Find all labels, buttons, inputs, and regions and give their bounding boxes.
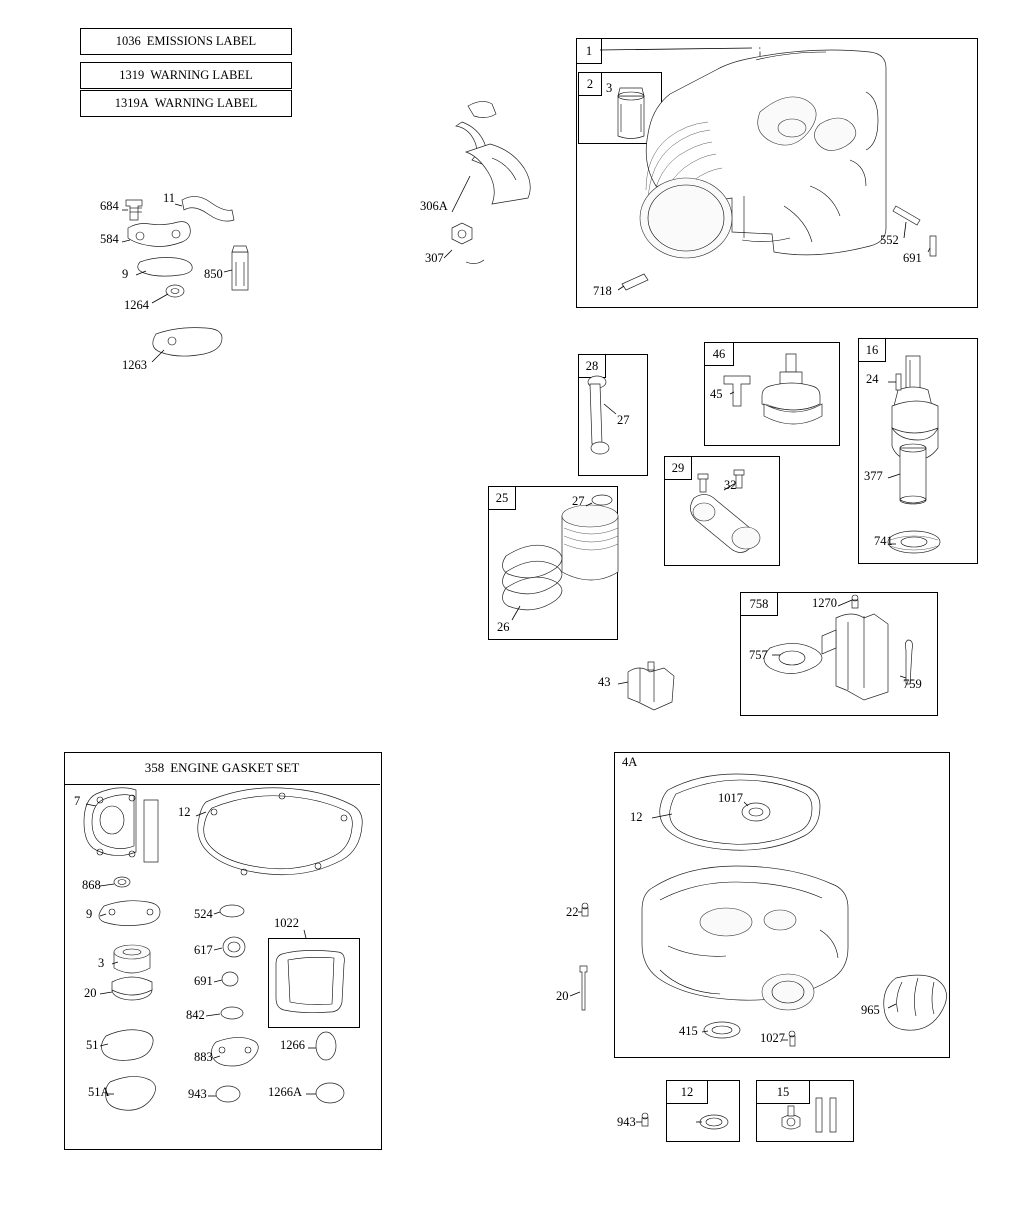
callout-27-pushrod: 27 (617, 413, 630, 427)
callout-11: 11 (163, 191, 176, 205)
callout-43: 43 (598, 675, 611, 689)
tag-28: 28 (578, 354, 606, 378)
art-muffler-bracket (444, 101, 530, 263)
gasket-callout-1266A: 1266A (268, 1085, 303, 1099)
callout-3: 3 (606, 81, 613, 95)
art-small-parts (636, 1098, 836, 1132)
gasket-callout-51A: 51A (88, 1085, 110, 1099)
art-sump (570, 774, 947, 1046)
callout-1027: 965 (861, 1003, 880, 1017)
gasket-callout-3: 3 (98, 956, 105, 970)
callout-32: 32 (724, 478, 737, 492)
callout-1270: 1270 (812, 596, 837, 610)
art-camshaft (724, 354, 822, 424)
gasket-set-number: 358 (144, 760, 165, 775)
callout-1264: 1264 (124, 298, 149, 312)
callout-45: 45 (710, 387, 723, 401)
art-governor-arm (618, 662, 674, 710)
gasket-callout-1022: 1022 (274, 916, 299, 930)
callout-306A: 306A (420, 199, 448, 213)
callout-759: 759 (903, 677, 922, 691)
art-governor (764, 595, 913, 700)
gasket-set-label: ENGINE GASKET SET (170, 760, 300, 775)
tag-29: 29 (664, 456, 692, 480)
gasket-callout-617: 617 (194, 943, 213, 957)
callout-757: 757 (749, 648, 768, 662)
callout-24: 24 (866, 372, 879, 386)
tag-16: 16 (858, 338, 886, 362)
gasket-callout-868: 868 (82, 878, 101, 892)
art-piston (502, 495, 618, 620)
callout-377: 377 (864, 469, 883, 483)
gasket-callout-943: 943 (188, 1087, 207, 1101)
gasket-callout-51: 51 (86, 1038, 99, 1052)
callout-9: 9 (122, 267, 129, 281)
art-gasket-set (84, 788, 362, 1111)
callout-15: 22 (566, 905, 579, 919)
art-pushrods (588, 376, 616, 454)
callout-552: 552 (880, 233, 899, 247)
label-warning-a-text: WARNING LABEL (154, 96, 258, 110)
gasket-callout-524: 524 (194, 907, 213, 921)
gasket-callout-7: 7 (74, 794, 81, 808)
gasket-callout-12: 12 (178, 805, 191, 819)
callout-1263: 1263 (122, 358, 147, 372)
gasket-callout-20: 20 (84, 986, 97, 1000)
callout-26: 26 (497, 620, 510, 634)
gasket-callout-842: 842 (186, 1008, 205, 1022)
callout-850: 850 (204, 267, 223, 281)
callout-307: 307 (425, 251, 444, 265)
callout-741: 741 (874, 534, 893, 548)
callout-750: 943 (617, 1115, 636, 1129)
tag-2: 2 (578, 72, 602, 96)
gasket-callout-883: 883 (194, 1050, 213, 1064)
callout-691-block: 691 (903, 251, 922, 265)
gasket-callout-691: 691 (194, 974, 213, 988)
tag-46: 46 (704, 342, 734, 366)
callout-27-piston: 27 (572, 494, 585, 508)
tag-965: 12 (666, 1080, 708, 1104)
tag-25: 25 (488, 486, 516, 510)
callout-684: 684 (100, 199, 119, 213)
tag-1: 1 (576, 38, 602, 64)
callout-12-sump: 12 (630, 810, 643, 824)
art-breather-group (122, 196, 248, 362)
art-crankshaft (888, 356, 940, 553)
gasket-callout-1266: 1266 (280, 1038, 305, 1052)
label-emissions-num: 1036 (115, 34, 141, 48)
callout-4A: 4A (622, 755, 638, 769)
callout-22: 20 (556, 989, 569, 1003)
callout-718: 718 (593, 284, 612, 298)
callout-1017: 1017 (718, 791, 743, 805)
callout-584: 584 (100, 232, 119, 246)
callout-20-sump: 415 (679, 1024, 698, 1038)
tag-1024a: 15 (756, 1080, 810, 1104)
callout-415: 1027 (760, 1031, 785, 1045)
label-emissions-text: EMISSIONS LABEL (146, 34, 257, 48)
tag-758: 758 (740, 592, 778, 616)
label-warning-a-num: 1319A (114, 96, 149, 110)
art-cylinder-block (600, 48, 936, 290)
label-warning-num: 1319 (119, 68, 145, 82)
gasket-callout-9: 9 (86, 907, 93, 921)
label-warning-text: WARNING LABEL (150, 68, 253, 82)
